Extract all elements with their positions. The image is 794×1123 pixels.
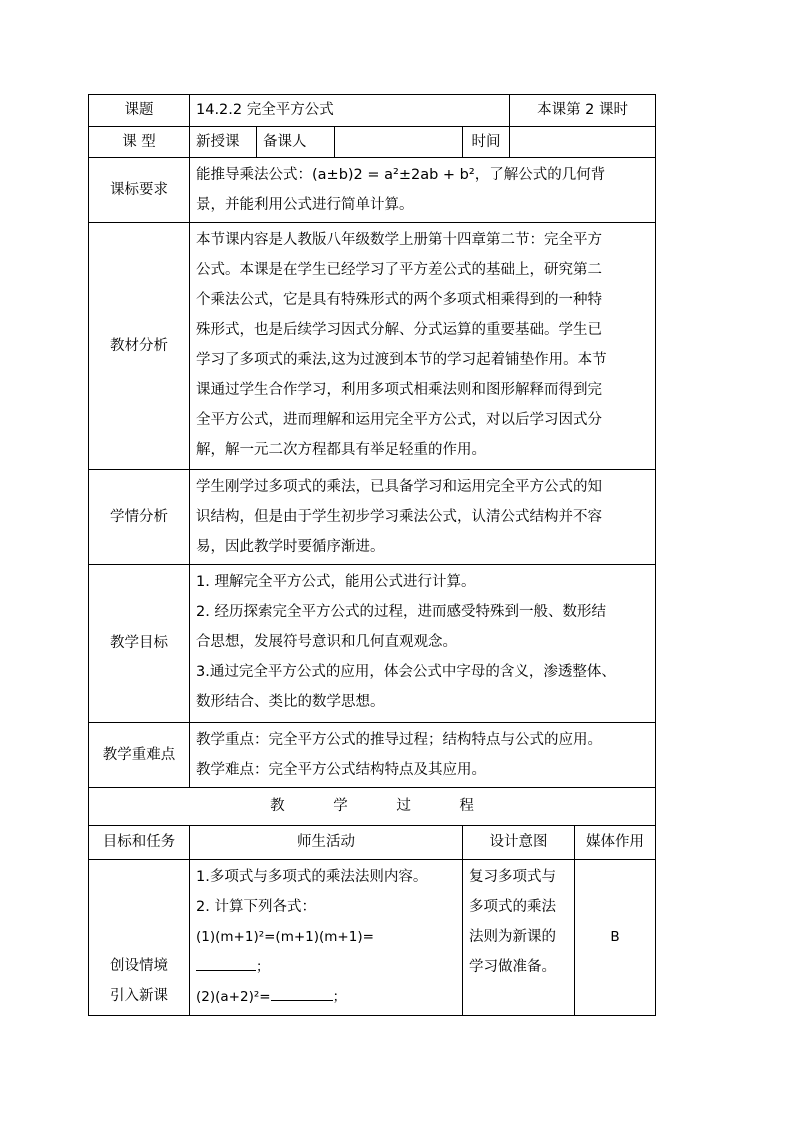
type-label: 课 型 bbox=[89, 127, 190, 158]
preparer-label: 备课人 bbox=[257, 127, 335, 158]
students-line: 易，因此教学时要循序渐进。 bbox=[196, 539, 385, 555]
goals-label: 教学目标 bbox=[89, 565, 190, 723]
standard-text bbox=[190, 158, 656, 223]
activity-line bbox=[196, 982, 456, 1012]
goals-line: 合思想，发展符号意识和几何直观观念。 bbox=[196, 634, 457, 650]
answer-blank bbox=[271, 986, 333, 1001]
design-line: 学习做准备。 bbox=[469, 959, 556, 975]
goals-line: 2. 经历探索完全平方公式的过程，进而感受特殊到一般、数形结 bbox=[196, 604, 606, 620]
lesson-plan-document bbox=[88, 94, 656, 1016]
goals-line: 数形结合、类比的数学思想。 bbox=[196, 694, 385, 710]
material-line: 个乘法公式，它是具有特殊形式的两个多项式相乘得到的一种特 bbox=[196, 292, 602, 308]
students-line: 学生刚学过多项式的乘法，已具备学习和运用完全平方公式的知 bbox=[196, 479, 602, 495]
material-line: 学习了多项式的乘法,这为过渡到本节的学习起着铺垫作用。本节 bbox=[196, 352, 607, 368]
topic-label: 课题 bbox=[89, 95, 190, 127]
standard-line: 景，并能利用公式进行简单计算。 bbox=[196, 197, 414, 213]
process-goal-cell bbox=[89, 860, 190, 1016]
students-text bbox=[190, 470, 656, 565]
process-title-row bbox=[89, 788, 656, 826]
topic-row bbox=[89, 95, 656, 127]
keypoints-row bbox=[89, 723, 656, 788]
standard-line: 能推导乘法公式：(a±b)2 = a²±2ab + b²，了解公式的几何背 bbox=[196, 167, 606, 183]
activity-text: ； bbox=[256, 959, 270, 975]
material-line: 全平方公式，进而理解和运用完全平方公式，对以后学习因式分 bbox=[196, 412, 602, 428]
material-line: 殊形式，也是后续学习因式分解、分式运算的重要基础。学生已 bbox=[196, 322, 602, 338]
material-line: 解，解一元二次方程都具有举足轻重的作用。 bbox=[196, 442, 486, 458]
design-line: 复习多项式与 bbox=[469, 869, 556, 885]
column-header-design: 设计意图 bbox=[463, 826, 575, 860]
goals-text bbox=[190, 565, 656, 723]
topic-value: 14.2.2 完全平方公式 bbox=[190, 95, 510, 127]
process-title: 教 学 过 程 bbox=[89, 788, 656, 826]
keypoints-line: 教学重点：完全平方公式的推导过程；结构特点与公式的应用。 bbox=[196, 732, 602, 748]
activity-line: (1)(m+1)²=(m+1)(m+1)= bbox=[196, 929, 374, 945]
material-line: 公式。本课是在学生已经学习了平方差公式的基础上，研究第二 bbox=[196, 262, 602, 278]
goals-line: 3.通过完全平方公式的应用，体会公式中字母的含义，渗透整体、 bbox=[196, 664, 616, 680]
column-header-activity: 师生活动 bbox=[190, 826, 463, 860]
type-row bbox=[89, 127, 656, 158]
material-row bbox=[89, 223, 656, 470]
activity-line: 1.多项式与多项式的乘法法则内容。 bbox=[196, 869, 428, 885]
design-line: 多项式的乘法 bbox=[469, 899, 556, 915]
process-goal-line: 引入新课 bbox=[110, 988, 168, 1004]
lesson-number: 本课第 2 课时 bbox=[510, 95, 656, 127]
time-value bbox=[510, 127, 656, 158]
material-label: 教材分析 bbox=[89, 223, 190, 470]
keypoints-label: 教学重难点 bbox=[89, 723, 190, 788]
keypoints-text bbox=[190, 723, 656, 788]
material-line: 课通过学生合作学习，利用多项式相乘法则和图形解释而得到完 bbox=[196, 382, 602, 398]
students-label: 学情分析 bbox=[89, 470, 190, 565]
activity-line bbox=[196, 952, 456, 982]
standard-label: 课标要求 bbox=[89, 158, 190, 223]
column-header-goal: 目标和任务 bbox=[89, 826, 190, 860]
material-line: 本节课内容是人教版八年级数学上册第十四章第二节：完全平方 bbox=[196, 232, 602, 248]
goals-row bbox=[89, 565, 656, 723]
activity-line: 2. 计算下列各式： bbox=[196, 899, 316, 915]
lesson-plan-table bbox=[88, 94, 656, 1016]
students-row bbox=[89, 470, 656, 565]
activity-text: ； bbox=[332, 989, 347, 1005]
answer-blank bbox=[196, 956, 256, 971]
design-line: 法则为新课的 bbox=[469, 929, 556, 945]
time-label: 时间 bbox=[463, 127, 510, 158]
process-row bbox=[89, 860, 656, 1016]
process-header-row bbox=[89, 826, 656, 860]
type-value: 新授课 bbox=[190, 127, 257, 158]
process-goal-line: 创设情境 bbox=[110, 958, 168, 974]
standard-row bbox=[89, 158, 656, 223]
material-text bbox=[190, 223, 656, 470]
goals-line: 1. 理解完全平方公式，能用公式进行计算。 bbox=[196, 574, 476, 590]
process-media-cell: B bbox=[575, 860, 656, 1016]
students-line: 识结构，但是由于学生初步学习乘法公式，认清公式结构并不容 bbox=[196, 509, 602, 525]
activity-text: (2)(a+2)²= bbox=[196, 989, 271, 1005]
preparer-value bbox=[335, 127, 463, 158]
keypoints-line: 教学难点：完全平方公式结构特点及其应用。 bbox=[196, 762, 486, 778]
column-header-media: 媒体作用 bbox=[575, 826, 656, 860]
process-design-cell bbox=[463, 860, 575, 1016]
process-activity-cell bbox=[190, 860, 463, 1016]
